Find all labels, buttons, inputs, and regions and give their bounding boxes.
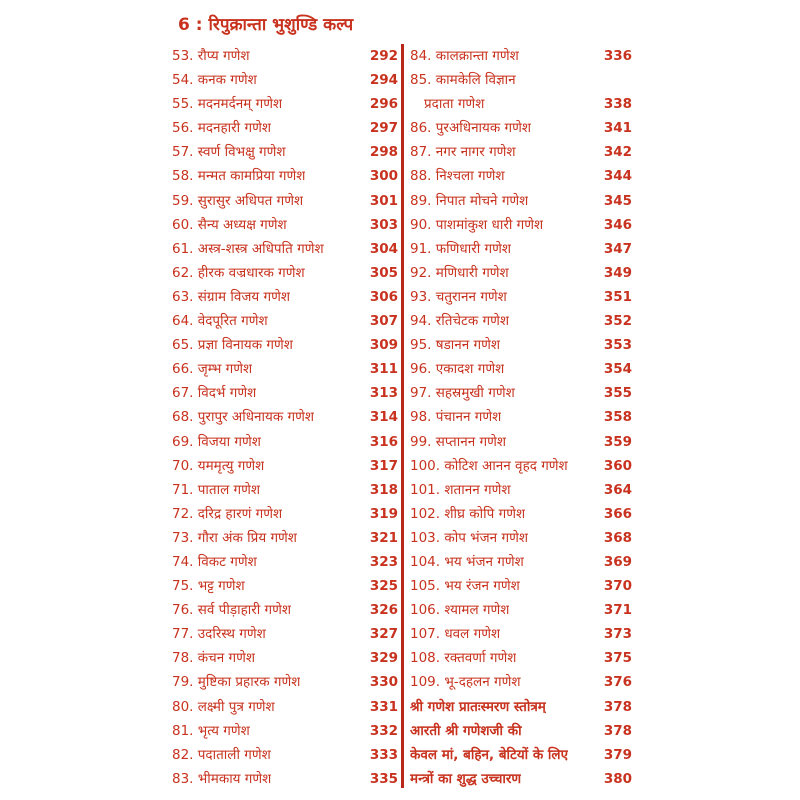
toc-entry-page: 309	[369, 337, 398, 354]
toc-entry-title: 63. संग्राम विजय गणेश	[172, 288, 291, 305]
toc-entry-page: 336	[603, 48, 632, 64]
toc-entry	[172, 719, 398, 743]
toc-entry	[410, 405, 632, 429]
toc-entry-title: 101. शतानन गणेश	[410, 481, 511, 498]
toc-entry-page: 332	[369, 722, 398, 739]
toc-entry	[172, 189, 398, 213]
toc-entry-title: 75. भट्ट गणेश	[172, 578, 245, 595]
toc-entry-page: 360	[603, 457, 632, 474]
toc-entry-page: 313	[369, 385, 398, 402]
toc-entry	[172, 309, 398, 333]
toc-entry-page: 330	[369, 674, 398, 691]
toc-entry	[172, 622, 398, 646]
toc-entry-title: 56. मदनहारी गणेश	[172, 120, 272, 137]
toc-entry	[410, 574, 632, 598]
toc-entry	[410, 743, 632, 767]
toc-entry-page: 368	[603, 529, 632, 546]
toc-entry-page: 331	[369, 698, 398, 715]
toc-entry	[410, 719, 632, 743]
toc-entry-title: 107. धवल गणेश	[410, 626, 501, 643]
toc-entry-page: 355	[603, 385, 632, 402]
toc-entry-page: 292	[369, 48, 398, 64]
toc-entry-page: 306	[369, 288, 398, 305]
toc-entry-page: 366	[603, 505, 632, 522]
toc-entry-title: मन्त्रों का शुद्ध उच्चारण	[410, 770, 522, 787]
toc-entry	[410, 550, 632, 574]
toc-entry-page: 376	[603, 674, 632, 691]
toc-entry	[172, 140, 398, 164]
toc-entry	[410, 502, 632, 526]
toc-entry	[410, 646, 632, 670]
toc-entry-page: 316	[369, 433, 398, 450]
toc-entry-title: 69. विजया गणेश	[172, 433, 261, 450]
toc-entry-title: 93. चतुरानन गणेश	[410, 288, 507, 305]
toc-entry	[410, 454, 632, 478]
toc-entry-title: 70. यममृत्यु गणेश	[172, 457, 265, 474]
toc-entry-page: 379	[603, 746, 632, 763]
toc-entry-title: 67. विदर्भ गणेश	[172, 385, 257, 402]
toc-entry-page: 300	[369, 168, 398, 185]
toc-entry-page: 296	[369, 96, 398, 113]
toc-entry-page: 298	[369, 144, 398, 161]
toc-entry-title: 95. षडानन गणेश	[410, 337, 501, 354]
toc-entry-page: 333	[369, 746, 398, 763]
toc-entry	[172, 237, 398, 261]
toc-entry	[172, 574, 398, 598]
toc-entry	[172, 92, 398, 116]
toc-entry	[172, 44, 398, 68]
toc-entry-title: 100. कोटिश आनन वृहद गणेश	[410, 457, 568, 474]
toc-entry-title: 73. गौरा अंक प्रिय गणेश	[172, 529, 297, 546]
toc-entry-page: 326	[369, 602, 398, 619]
toc-entry-page: 323	[369, 553, 398, 570]
toc-entry-title: 87. नगर नागर गणेश	[410, 144, 516, 161]
toc-entry-page: 325	[369, 578, 398, 595]
toc-entry	[410, 261, 632, 285]
toc-entry	[172, 526, 398, 550]
toc-entry	[172, 405, 398, 429]
toc-entry	[410, 333, 632, 357]
toc-entry	[410, 213, 632, 237]
toc-entry-page: 352	[603, 313, 632, 330]
toc-entry	[172, 695, 398, 719]
toc-entry	[410, 478, 632, 502]
toc-entry-title: 98. पंचानन गणेश	[410, 409, 502, 426]
toc-entry	[172, 261, 398, 285]
toc-entry-title: 103. कोप भंजन गणेश	[410, 529, 529, 546]
toc-entry-page: 341	[603, 120, 632, 137]
toc-entry-title: 86. पुरअधिनायक गणेश	[410, 120, 532, 137]
toc-entry-title: 76. सर्व पीड़ाहारी गणेश	[172, 602, 292, 619]
toc-entry-page: 354	[603, 361, 632, 378]
toc-entry-page: 307	[369, 313, 398, 330]
contents-column-right	[410, 44, 632, 791]
toc-entry	[172, 116, 398, 140]
toc-entry-title: 99. सप्तानन गणेश	[410, 433, 507, 450]
toc-entry	[410, 237, 632, 261]
toc-entry-title: 68. पुरापुर अधिनायक गणेश	[172, 409, 315, 426]
section-heading: 6 : रिपुक्रान्ता भुशुण्डि कल्प	[178, 15, 354, 35]
toc-entry-title: 65. प्रज्ञा विनायक गणेश	[172, 337, 293, 354]
toc-entry-page: 294	[369, 72, 398, 89]
toc-entry-title: 105. भय रंजन गणेश	[410, 578, 520, 595]
column-divider	[401, 44, 404, 788]
toc-entry	[410, 285, 632, 309]
toc-entry-title: 108. रक्तवर्णा गणेश	[410, 650, 517, 667]
toc-entry	[410, 189, 632, 213]
toc-entry-title: 84. कालक्रान्ता गणेश	[410, 48, 519, 64]
toc-entry-title: 92. मणिधारी गणेश	[410, 264, 509, 281]
toc-entry-title: आरती श्री गणेशजी की	[410, 722, 522, 739]
toc-entry-title: 96. एकादश गणेश	[410, 361, 505, 378]
toc-entry	[172, 670, 398, 694]
toc-entry-title: 55. मदनमर्दनम् गणेश	[172, 96, 283, 113]
toc-entry	[172, 68, 398, 92]
toc-entry-page: 327	[369, 626, 398, 643]
toc-entry-title: 53. रौप्य गणेश	[172, 48, 250, 64]
toc-entry	[410, 116, 632, 140]
toc-entry-title: 97. सहस्रमुखी गणेश	[410, 385, 515, 402]
toc-entry-title: 94. रतिचेटक गणेश	[410, 313, 510, 330]
toc-entry-page: 314	[369, 409, 398, 426]
toc-entry-title: 62. हीरक वज्रधारक गणेश	[172, 264, 305, 281]
toc-entry-title: 85. कामकेलि विज्ञान प्रदाता गणेश	[410, 68, 516, 116]
toc-entry-page: 304	[369, 240, 398, 257]
toc-entry	[172, 357, 398, 381]
toc-entry	[410, 695, 632, 719]
toc-entry	[410, 526, 632, 550]
toc-entry-title: 83. भीमकाय गणेश	[172, 770, 272, 787]
toc-entry-title: 89. निपात मोचने गणेश	[410, 192, 529, 209]
toc-entry-page: 375	[603, 650, 632, 667]
toc-entry-page: 303	[369, 216, 398, 233]
toc-entry	[172, 502, 398, 526]
toc-entry	[172, 767, 398, 791]
toc-entry-page: 305	[369, 264, 398, 281]
toc-entry	[410, 430, 632, 454]
toc-entry-page: 373	[603, 626, 632, 643]
toc-entry	[172, 381, 398, 405]
toc-entry-page: 358	[603, 409, 632, 426]
toc-entry-page: 338	[603, 96, 632, 113]
toc-entry-title: 102. शीघ्र कोपि गणेश	[410, 505, 526, 522]
toc-entry	[410, 357, 632, 381]
toc-entry-title: 82. पदाताली गणेश	[172, 746, 271, 763]
toc-entry-title: 60. सैन्य अध्यक्ष गणेश	[172, 216, 287, 233]
toc-entry	[172, 646, 398, 670]
toc-entry	[172, 550, 398, 574]
toc-entry	[172, 333, 398, 357]
toc-entry-title: 106. श्यामल गणेश	[410, 602, 510, 619]
toc-entry-title: 74. विकट गणेश	[172, 553, 257, 570]
toc-entry-title: 90. पाशमांकुश धारी गणेश	[410, 216, 544, 233]
toc-entry	[172, 213, 398, 237]
contents-column-left	[172, 44, 398, 791]
toc-entry	[172, 430, 398, 454]
toc-entry	[410, 68, 632, 116]
toc-entry	[410, 670, 632, 694]
toc-entry-title: 59. सुरासुर अधिपत गणेश	[172, 192, 304, 209]
toc-entry-page: 359	[603, 433, 632, 450]
toc-entry-title: 104. भय भंजन गणेश	[410, 553, 524, 570]
toc-entry-title: 71. पाताल गणेश	[172, 481, 261, 498]
toc-entry	[172, 478, 398, 502]
toc-entry-page: 378	[603, 722, 632, 739]
toc-entry-page: 335	[369, 770, 398, 787]
toc-entry	[410, 598, 632, 622]
toc-entry-page: 342	[603, 144, 632, 161]
toc-entry-title-continued: प्रदाता गणेश	[424, 96, 485, 113]
toc-entry	[410, 767, 632, 791]
toc-entry-title: 61. अस्त्र-शस्त्र अधिपति गणेश	[172, 240, 324, 257]
toc-entry-page: 319	[369, 505, 398, 522]
toc-entry-page: 297	[369, 120, 398, 137]
toc-entry	[410, 44, 632, 68]
toc-entry	[172, 743, 398, 767]
toc-entry-title: 77. उदरिस्थ गणेश	[172, 626, 266, 643]
toc-entry-page: 301	[369, 192, 398, 209]
toc-entry-page: 370	[603, 578, 632, 595]
toc-entry-page: 351	[603, 288, 632, 305]
toc-entry-title: 54. कनक गणेश	[172, 72, 257, 89]
toc-entry-title: 91. फणिधारी गणेश	[410, 240, 512, 257]
toc-entry-title: 79. मुष्टिका प्रहारक गणेश	[172, 674, 301, 691]
toc-entry-page: 349	[603, 264, 632, 281]
toc-entry-title: 72. दरिद्र हारणं गणेश	[172, 505, 283, 522]
toc-entry-title: 109. भू-दहलन गणेश	[410, 674, 521, 691]
toc-entry-page: 347	[603, 240, 632, 257]
toc-entry-page: 321	[369, 529, 398, 546]
toc-entry-page: 346	[603, 216, 632, 233]
toc-entry-page: 364	[603, 481, 632, 498]
toc-entry-page: 371	[603, 602, 632, 619]
toc-entry-page: 344	[603, 168, 632, 185]
toc-entry-page: 329	[369, 650, 398, 667]
toc-entry	[172, 598, 398, 622]
toc-entry	[172, 454, 398, 478]
toc-entry-page: 369	[603, 553, 632, 570]
toc-entry-title: 64. वेदपूरित गणेश	[172, 313, 268, 330]
toc-entry-title: 88. निश्चला गणेश	[410, 168, 505, 185]
toc-entry-page: 317	[369, 457, 398, 474]
toc-entry-title: 80. लक्ष्मी पुत्र गणेश	[172, 698, 275, 715]
toc-entry-page: 380	[603, 770, 632, 787]
toc-entry	[410, 140, 632, 164]
toc-entry-page: 378	[603, 698, 632, 715]
toc-entry	[410, 622, 632, 646]
toc-entry	[172, 164, 398, 188]
toc-entry-title: 81. भृत्य गणेश	[172, 722, 250, 739]
toc-entry-title: 78. कंचन गणेश	[172, 650, 256, 667]
toc-entry	[410, 381, 632, 405]
toc-entry-page: 345	[603, 192, 632, 209]
toc-entry-page: 318	[369, 481, 398, 498]
toc-entry-page: 311	[369, 361, 398, 378]
toc-entry-title: श्री गणेश प्रातःस्मरण स्तोत्रम्	[410, 698, 546, 715]
toc-entry-title: 58. मन्मत कामप्रिया गणेश	[172, 168, 306, 185]
toc-entry-title: 66. जृम्भ गणेश	[172, 361, 253, 378]
toc-entry	[410, 309, 632, 333]
toc-entry-title: केवल मां, बहिन, बेटियों के लिए	[410, 746, 569, 763]
toc-entry-page: 353	[603, 337, 632, 354]
toc-entry	[410, 164, 632, 188]
toc-entry-title: 57. स्वर्ण विभक्षु गणेश	[172, 144, 286, 161]
toc-entry	[172, 285, 398, 309]
